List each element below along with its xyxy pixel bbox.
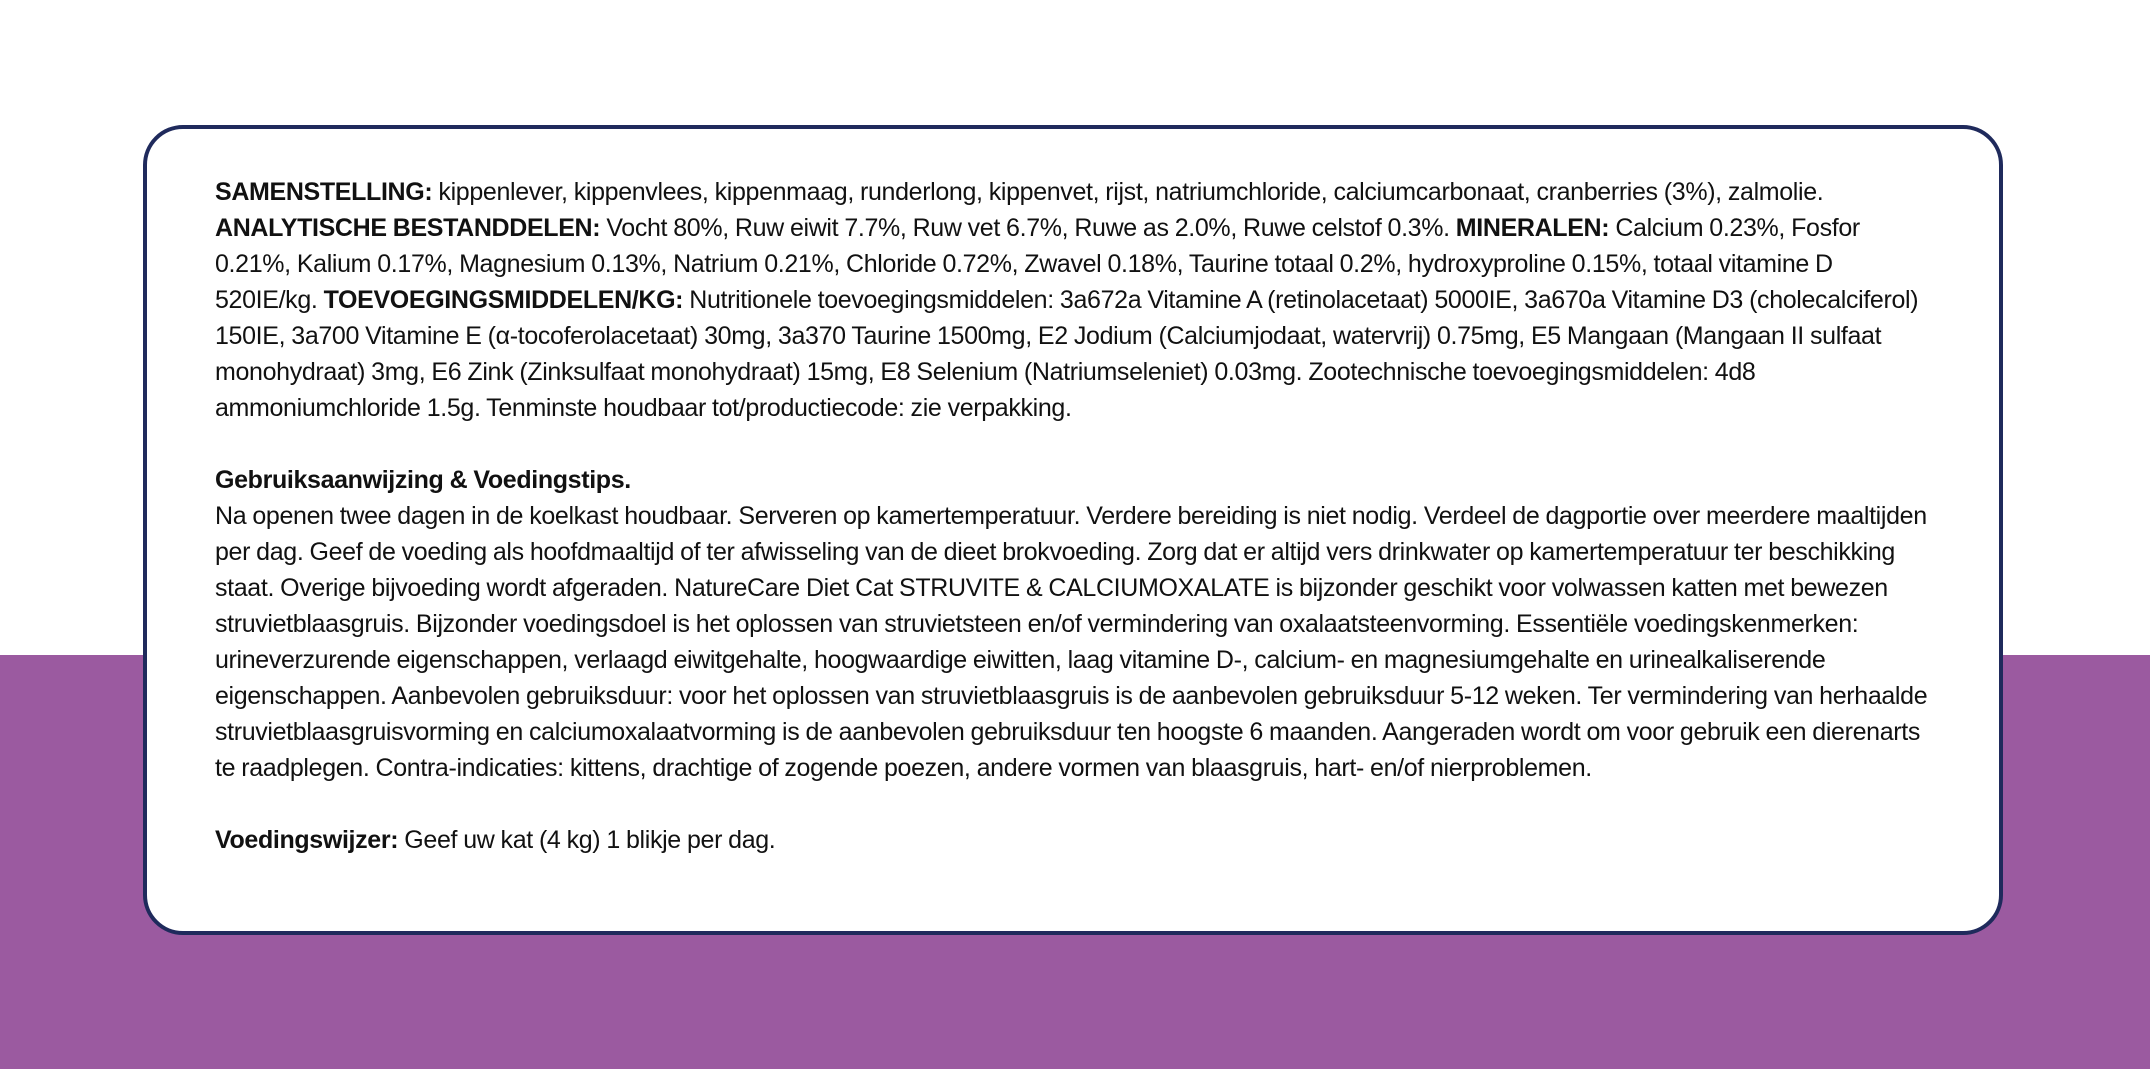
samenstelling-text: kippenlever, kippenvlees, kippenmaag, runderlong, kippenvet, rijst, natriumchloride, calciumcarbonaat, cranberries (3%), zalmolie.: [432, 178, 1824, 206]
usage-heading-text: Gebruiksaanwijzing & Voedingstips.: [215, 466, 631, 494]
label-text-panel: [143, 125, 2003, 935]
usage-paragraph: Na openen twee dagen in de koelkast houdbaar. Serveren op kamertemperatuur. Verdere bereiding is niet nodig. Verdeel de dagportie over meerdere maaltijden per dag. Geef de voeding als hoofdmaaltijd of ter afwisseling van de dieet brokvoeding. Zorg dat er altijd vers drinkwater op kamertemperatuur ter beschikking staat. Overige bijvoeding wordt afgeraden. NatureCare Diet Cat STRUVITE & CALCIUMOXALATE is bijzonder geschikt voor volwassen katten met bewezen struvietblaasgruis. Bijzonder voedingsdoel is het oplossen van struvietsteen en/of vermindering van oxalaatsteenvorming. Essentiële voedingskenmerken: urineverzurende eigenschappen, verlaagd eiwitgehalte, hoogwaardige eiwitten, laag vitamine D-, calcium- en magnesiumgehalte en urinealkaliserende eigenschappen. Aanbevolen gebruiksduur: voor het oplossen van struvietblaasgruis is de aanbevolen gebruiksduur 5-12 weken. Ter vermindering van herhaalde struvietblaasgruisvorming en calciumoxalaatvorming is de aanbevolen gebruiksduur ten hoogste 6 maanden. Aangeraden wordt om voor gebruik een dierenarts te raadplegen. Contra-indicaties: kittens, drachtige of zogende poezen, andere vormen van blaasgruis, hart- en/of nierproblemen.: [215, 502, 1928, 782]
toevoegingsmiddelen-text: Nutritionele toevoegingsmiddelen: 3a672a Vitamine A (retinolacetaat) 5000IE, 3a670a Vitamine D3 (cholecalciferol) 150IE, 3a700 Vitamine E (α-tocoferolacetaat) 30mg, 3a370 Taurine 1500mg, E2 Jodium (Calciumjodaat, watervrij) 0.75mg, E5 Mangaan (Mangaan II sulfaat monohydraat) 3mg, E6 Zink (Zinksulfaat monohydraat) 15mg, E8 Selenium (Natriumseleniet) 0.03mg. Zootechnische toevoegingsmiddelen: 4d8 ammoniumchloride 1.5g. Tenminste houdbaar tot/productiecode: zie verpakking.: [215, 286, 1919, 422]
mineralen-label: MINERALEN:: [1455, 214, 1610, 242]
usage-heading: [215, 462, 1931, 498]
feeding-guide-paragraph: [215, 822, 1931, 858]
analytische-bestanddelen-label: ANALYTISCHE BESTANDDELEN:: [215, 214, 601, 242]
mineralen-text: Calcium 0.23%, Fosfor 0.21%, Kalium 0.17%, Magnesium 0.13%, Natrium 0.21%, Chloride 0.72%, Zwavel 0.18%, Taurine totaal 0.2%, hydroxyproline 0.15%, totaal vitamine D 520IE/kg.: [215, 214, 1860, 314]
composition-paragraph: [215, 174, 1931, 426]
toevoegingsmiddelen-label: TOEVOEGINGSMIDDELEN/KG:: [323, 286, 684, 314]
feeding-guide-text: Geef uw kat (4 kg) 1 blikje per dag.: [398, 826, 776, 854]
feeding-guide-label: Voedingswijzer:: [215, 826, 399, 854]
samenstelling-label: SAMENSTELLING:: [215, 178, 433, 206]
paragraph-spacer: [215, 786, 1931, 822]
paragraph-spacer: [215, 426, 1931, 462]
analytische-bestanddelen-text: Vocht 80%, Ruw eiwit 7.7%, Ruw vet 6.7%, Ruwe as 2.0%, Ruwe celstof 0.3%.: [600, 214, 1456, 242]
